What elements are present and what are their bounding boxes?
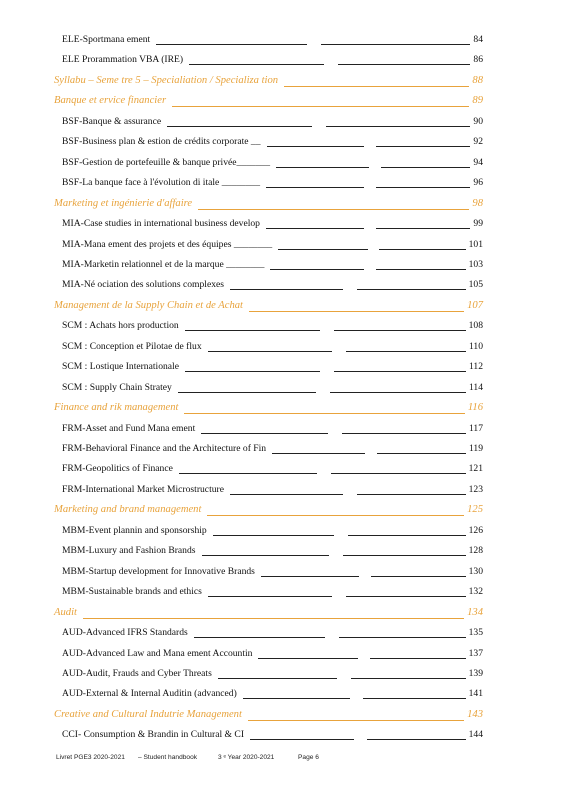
leader-line [261,576,359,577]
leader-line [258,658,358,659]
leader-line [321,44,470,45]
toc-entry-title: AUD-Advanced IFRS Standards [62,627,188,639]
footer-year: 3 ᵉ Year 2020-2021 [218,754,275,761]
leader-line [348,535,466,536]
leader-line [207,515,464,516]
toc-entry-title: MBM-Event plannin and sponsorship [62,524,207,536]
toc-entry-title: FRM-Asset and Fund Mana ement [62,422,196,434]
toc-entry-title: ELE-Sportmana ement [62,34,151,45]
leader-line [367,739,466,740]
leader-line [357,494,466,495]
toc-entry[interactable] [0,135,565,155]
toc-page-number: 105 [468,279,483,291]
toc-page-number: 141 [468,688,483,700]
toc-entry[interactable] [0,442,565,462]
toc-section-title: Finance and rik management [54,402,179,414]
toc-page-number: 119 [468,443,483,454]
toc-page-number: 126 [468,524,483,536]
leader-line [156,44,307,45]
toc-entry-title: SCM : Achats hors production [62,320,179,332]
toc-entry[interactable] [0,544,565,564]
toc-entry[interactable] [0,156,565,176]
toc-page-number: 103 [468,258,483,270]
leader-line [351,678,466,679]
toc-page-number: 144 [468,729,483,741]
leader-line [379,249,466,250]
toc-page-number: 134 [467,606,483,618]
toc-section-title: Audit [54,606,77,618]
leader-line [342,433,466,434]
leader-line [266,228,364,229]
toc-entry-title: AUD-Audit, Frauds and Cyber Threats [62,667,212,679]
toc-entry-title: ELE Prorammation VBA (IRE) [62,54,184,66]
leader-line [178,392,316,393]
leader-line [338,64,470,65]
leader-line [278,249,368,250]
toc-entry[interactable] [0,217,565,237]
toc-entry-title: AUD-Advanced Law and Mana ement Accountin [62,647,253,659]
toc-page-number: 107 [467,299,483,311]
leader-line [213,535,334,536]
toc-entry-title: FRM-Geopolitics of Finance [62,463,173,475]
toc-page-number: 116 [467,402,483,414]
leader-line [201,433,328,434]
leader-line [218,678,337,679]
toc-entry[interactable] [0,319,565,339]
leader-line [270,269,364,270]
toc-page-number: 98 [472,197,483,209]
toc-section[interactable] [0,606,565,626]
leader-line [334,371,466,372]
leader-line [334,330,466,331]
leader-line [208,596,332,597]
toc-section-title: Creative and Cultural Indutrie Management [54,708,242,720]
toc-page-number: 143 [467,708,483,720]
toc-page-number: 110 [468,340,483,352]
toc-entry-title: MBM-Sustainable brands and ethics [62,586,202,598]
toc-entry[interactable] [0,647,565,667]
footer-page-number: Page 6 [298,754,319,761]
footer-handbook: – Student handbook [138,754,198,761]
footer-booklet: Livret PGE3 2020-2021 [56,754,125,761]
toc-section[interactable] [0,94,565,114]
leader-line [230,494,343,495]
page-footer [56,754,356,768]
toc-page-number: 137 [468,647,483,659]
leader-line [357,289,466,290]
toc-page-number: 96 [473,177,483,189]
leader-line [331,473,466,474]
toc-page-number: 108 [468,320,483,332]
toc-entry[interactable] [0,687,565,707]
leader-line [339,637,466,638]
toc-page-number: 130 [468,565,483,577]
leader-line [343,555,466,556]
toc-page-number: 86 [473,54,483,66]
toc-entry[interactable] [0,381,565,401]
toc-entry-title: BSF-La banque face à l'évolution di itale ________ [62,177,261,189]
toc-entry-title: SCM : Supply Chain Stratey [62,381,172,393]
leader-line [208,351,332,352]
leader-line [167,126,312,127]
toc-section[interactable] [0,401,565,421]
toc-entry[interactable] [0,565,565,585]
toc-page-number: 117 [468,422,483,434]
leader-line [230,289,343,290]
toc-entry[interactable] [0,728,565,748]
toc-page-number: 88 [472,74,483,86]
toc-page-number: 99 [473,218,483,230]
toc-section[interactable] [0,74,565,94]
toc-entry-title: FRM-International Market Microstructure [62,483,224,495]
toc-page-number: 92 [473,136,483,148]
leader-line [185,330,320,331]
toc-entry-title: SCM : Lostique Internationale [62,361,179,373]
toc-page-number: 132 [468,586,483,598]
toc-page-number: 123 [468,483,483,495]
leader-line [272,453,365,454]
toc-page-number: 121 [468,463,483,475]
toc-entry-title: BSF-Gestion de portefeuille & banque privée_______ [62,156,271,168]
leader-line [185,371,320,372]
leader-line [276,167,369,168]
leader-line [376,146,470,147]
leader-line [179,473,317,474]
leader-line [363,698,466,699]
toc-entry-title: SCM : Conception et Pilotae de flux [62,340,202,352]
leader-line [376,228,470,229]
leader-line [243,698,350,699]
toc-section[interactable] [0,708,565,728]
toc-entry[interactable] [0,33,565,53]
toc-section[interactable] [0,197,565,217]
toc-section[interactable] [0,503,565,523]
toc-entry[interactable] [0,483,565,503]
leader-line [249,311,464,312]
toc-entry-title: AUD-External & Internal Auditin (advanced) [62,688,237,700]
toc-entry-title: MBM-Startup development for Innovative Brands [62,565,255,577]
toc-entry-title: MIA-Mana ement des projets et des équipes ________ [62,238,273,250]
leader-line [202,555,329,556]
toc-entry[interactable] [0,115,565,135]
toc-entry[interactable] [0,176,565,196]
leader-line [266,187,364,188]
leader-line [267,146,364,147]
leader-line [346,596,466,597]
toc-page-number: 90 [473,115,483,127]
toc-page-number: 94 [473,156,483,168]
toc-entry[interactable] [0,585,565,605]
toc-entry[interactable] [0,278,565,298]
toc-section-title: Syllabu – Seme tre 5 – Specialiation / Specializa tion [54,74,279,86]
leader-line [326,126,470,127]
leader-line [371,576,466,577]
leader-line [376,187,470,188]
toc-section-title: Management de la Supply Chain et de Achat [54,299,243,311]
toc-section-title: Banque et ervice financier [54,95,167,107]
toc-page-number: 101 [468,238,483,250]
toc-page-number: 112 [468,361,483,373]
toc-page-number: 114 [468,381,483,393]
toc-entry[interactable] [0,524,565,544]
leader-line [248,720,464,721]
toc-page-number: 125 [467,504,483,516]
toc-page-number: 89 [472,95,483,107]
toc-entry[interactable] [0,626,565,646]
leader-line [284,86,469,87]
leader-line [330,392,466,393]
toc-section-title: Marketing et ingénierie d'affaire [54,197,193,209]
toc-entry-title: BSF-Business plan & estion de crédits corporate __ [62,136,261,148]
leader-line [376,269,466,270]
leader-line [198,209,469,210]
toc-page-number: 135 [468,627,483,639]
leader-line [381,167,470,168]
toc-entry[interactable] [0,238,565,258]
toc-page-number: 84 [473,34,483,45]
toc-entry[interactable] [0,53,565,73]
leader-line [172,106,469,107]
leader-line [194,637,325,638]
toc-entry-title: MBM-Luxury and Fashion Brands [62,545,196,557]
toc-entry[interactable] [0,667,565,687]
leader-line [346,351,466,352]
leader-line [184,413,465,414]
toc-section-title: Marketing and brand management [54,504,202,516]
leader-line [370,658,466,659]
toc-entry[interactable] [0,258,565,278]
leader-line [189,64,324,65]
toc-entry-title: MIA-Marketin relationnel et de la marque ________ [62,258,265,270]
toc-entry[interactable] [0,360,565,380]
leader-line [250,739,354,740]
toc-entry[interactable] [0,340,565,360]
toc-entry-title: CCI- Consumption & Brandin in Cultural & CI [62,729,245,741]
toc-page-number: 128 [468,545,483,557]
toc-section[interactable] [0,299,565,319]
toc-entry-title: MIA-Né ociation des solutions complexes [62,279,224,291]
toc-entry-title: MIA-Case studies in international business develop [62,218,260,230]
toc-entry-title: BSF-Banque & assurance [62,115,162,127]
toc-page-number: 139 [468,667,483,679]
leader-line [377,453,466,454]
toc-entry[interactable] [0,422,565,442]
toc-entry[interactable] [0,462,565,482]
leader-line [83,618,464,619]
toc-entry-title: FRM-Behavioral Finance and the Architecture of Fin [62,443,267,454]
